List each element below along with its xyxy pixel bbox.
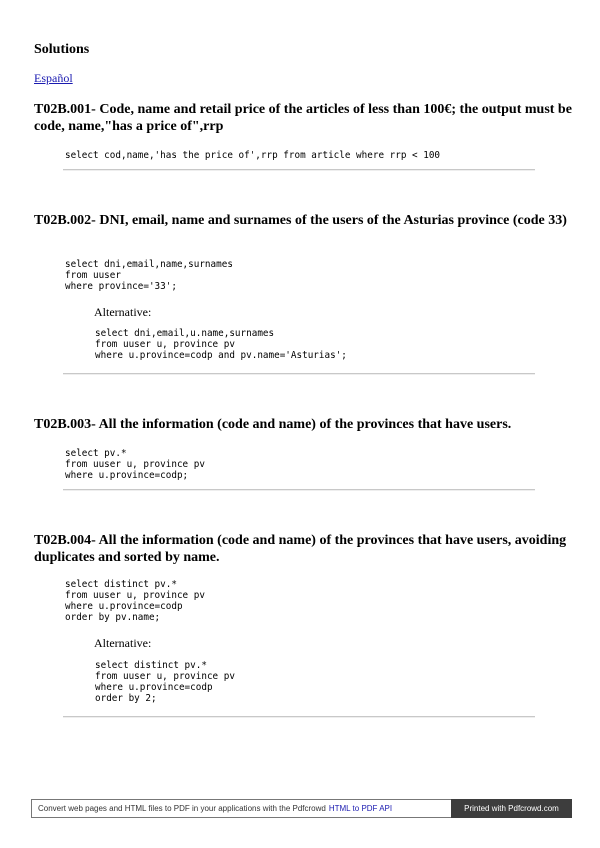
separator-rule: [63, 489, 535, 491]
question-002-alternative-label: Alternative:: [94, 305, 152, 319]
question-001-title: T02B.001- Code, name and retail price of the articles of less than 100€; the output must be code, name,"has a price of",rrp: [34, 102, 572, 134]
spanish-language-link[interactable]: Español: [34, 71, 73, 85]
question-001-code: select cod,name,'has the price of',rrp from article where rrp < 100: [65, 150, 441, 161]
printed-with-pdfcrowd-badge[interactable]: Printed with Pdfcrowd.com: [451, 799, 572, 818]
html-to-pdf-api-link[interactable]: HTML to PDF API: [328, 804, 393, 813]
separator-rule: [63, 716, 535, 718]
pdfcrowd-footer-banner: [31, 799, 572, 818]
question-003-code: select pv.* from uuser u, province pv where u.province=codp;: [65, 448, 205, 481]
question-004-code: select distinct pv.* from uuser u, province pv where u.province=codp order by pv.name;: [65, 579, 205, 623]
question-004-alternative-label: Alternative:: [94, 636, 152, 650]
footer-promo: [31, 799, 451, 818]
question-002-code: select dni,email,name,surnames from uuser where province='33';: [65, 259, 233, 292]
question-002-title: T02B.002- DNI, email, name and surnames of the users of the Asturias province (code 33): [34, 213, 567, 228]
separator-rule: [63, 169, 535, 171]
question-003-title: T02B.003- All the information (code and name) of the provinces that have users.: [34, 417, 512, 432]
question-004-title: T02B.004- All the information (code and name) of the provinces that have users, avoiding duplicates and sorted by name.: [34, 533, 567, 565]
page-title: Solutions: [34, 42, 90, 57]
question-002-alternative-code: select dni,email,u.name,surnames from uuser u, province pv where u.province=codp and pv.name='Asturias';: [95, 328, 347, 361]
question-004-alternative-code: select distinct pv.* from uuser u, province pv where u.province=codp order by 2;: [95, 660, 235, 704]
separator-rule: [63, 373, 535, 375]
footer-promo-text: Convert web pages and HTML files to PDF in your applications with the Pdfcrowd: [38, 804, 326, 813]
